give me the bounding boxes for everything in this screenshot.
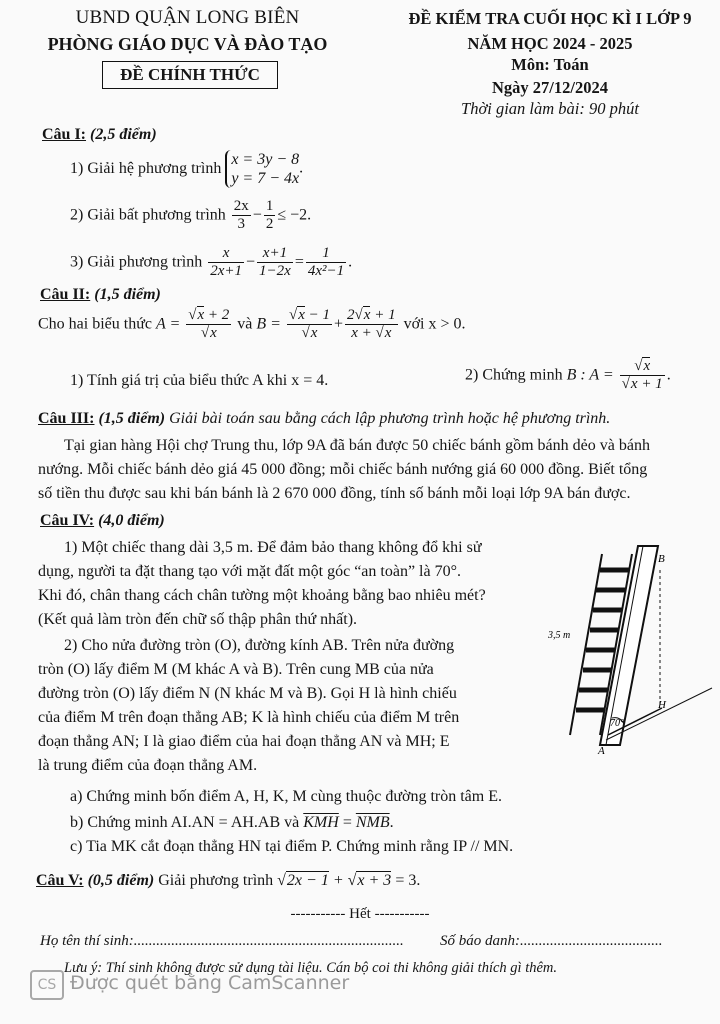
department-name: PHÒNG GIÁO DỤC VÀ ĐÀO TẠO <box>47 34 328 54</box>
ladder-length-label: 3,5 m <box>548 630 571 641</box>
q3-body: Tại gian hàng Hội chợ Trung thu, lớp 9A đã bán được 50 chiếc bánh gồm bánh dẻo và bánh nướng. Mỗi chiếc bánh dẻo giá 45 000 đồng; mỗi chiếc bánh nướng giá 60 000 đồng. Biết tổng số tiền thu được sau khi bán bánh là 2 670 000 đồng, tính số bánh mỗi loại lớp 9A bán được. <box>38 437 650 502</box>
exam-duration: Thời gian làm bài: 90 phút <box>461 99 639 118</box>
q1-part1: 1) Giải hệ phương trình x = 3y − 8 y = 7 − 4x . <box>70 151 304 187</box>
q4-part2b: b) Chứng minh AI.AN = AH.AB và $\overline{KMH} = \overline{NMB}$. <box>70 814 394 831</box>
angle-label: 70° <box>610 718 624 729</box>
q4-part1: 1) Một chiếc thang dài 3,5 m. Để đảm bảo thang không đổ khi sử dụng, người ta đặt thang tạo với mặt đất một góc “an toàn” là 70°. Khi đó, chân thang cách chân tường một khoảng bằng bao nhiêu mét? (Kết quả làm tròn đến chữ số thập phân thứ nhất). <box>38 539 486 628</box>
point-h-label: H <box>658 699 666 711</box>
camscanner-logo: CS <box>30 970 64 1000</box>
q2-part2: 2) Chứng minh B : A = $\frac{√x}{√x + 1}$ . <box>465 358 671 392</box>
subject: Môn: Toán <box>511 55 589 74</box>
q4-heading: Câu IV: (4,0 điểm) <box>40 512 165 529</box>
q1-part2: 2) Giải bất phương trình $\frac{2x}{3}$ − $\frac{1}{2}$ ≤ −2. <box>70 198 312 232</box>
q4-part2c: c) Tia MK cắt đoạn thẳng HN tại điểm P. Chứng minh rằng IP // MN. <box>70 838 514 855</box>
ladder-figure <box>540 540 715 760</box>
q1-part3: 3) Giải phương trình $\frac{x}{2x+1}$ − $\frac{x+1}{1-2x}$ = $\frac{1}{\text{4x²−1}}$ . <box>70 245 353 279</box>
q5: Câu V: (0,5 điểm) Giải phương trình √2x − 1 + √x + 3 = 3. <box>36 872 421 889</box>
q4-part2a: a) Chứng minh bốn điểm A, H, K, M cùng thuộc đường tròn tâm E. <box>70 788 502 805</box>
q4-part2: 2) Cho nửa đường tròn (O), đường kính AB. Trên nửa đường tròn (O) lấy điểm M (M khác A và B). Trên cung MB của nửa đường tròn (O) lấy điểm N (N khác M và B). Gọi H là hình chiếu của điểm M trên đoạn thẳng AB; K là hình chiếu của điểm M trên đoạn thẳng AN; I là giao điểm của hai đoạn thẳng AN và MH; E là trung điểm của đoạn thẳng AM. <box>38 637 460 774</box>
exam-date: Ngày 27/12/2024 <box>492 78 608 97</box>
q2-part1: 1) Tính giá trị của biểu thức A khi x = 4. <box>70 372 329 389</box>
school-year: NĂM HỌC 2024 - 2025 <box>467 34 633 53</box>
candidate-name-field: Họ tên thí sinh:........................................................................ <box>40 933 404 949</box>
end-marker: ----------- Hết ----------- <box>290 906 430 922</box>
point-b-label: B <box>658 553 665 565</box>
exam-title: ĐỀ KIỂM TRA CUỐI HỌC KÌ I LỚP 9 <box>408 9 692 28</box>
q2-heading: Câu II: (1,5 điểm) <box>40 286 161 303</box>
q2-expressions: Cho hai biểu thức A = $\frac{√x + 2}{√x}$ và B = $\frac{√x - 1}{√x}$ + $\frac{2√x + 1}{x + √x}$ với x > 0. <box>38 307 466 341</box>
official-exam-box: ĐỀ CHÍNH THỨC <box>102 61 278 89</box>
q1-heading: Câu I: (2,5 điểm) <box>42 126 157 143</box>
district-name: UBND QUẬN LONG BIÊN <box>75 7 300 28</box>
q3-heading: Câu III: (1,5 điểm) Giải bài toán sau bằng cách lập phương trình hoặc hệ phương trình. <box>38 410 611 427</box>
camscanner-watermark: Được quét bằng CamScanner <box>70 972 350 994</box>
point-a-label: A <box>598 745 605 757</box>
candidate-id-field: Số báo danh:...................................... <box>440 933 663 949</box>
exam-note: Lưu ý: Thí sinh không được sử dụng tài liệu. Cán bộ coi thi không giải thích gì thêm. <box>64 960 558 976</box>
